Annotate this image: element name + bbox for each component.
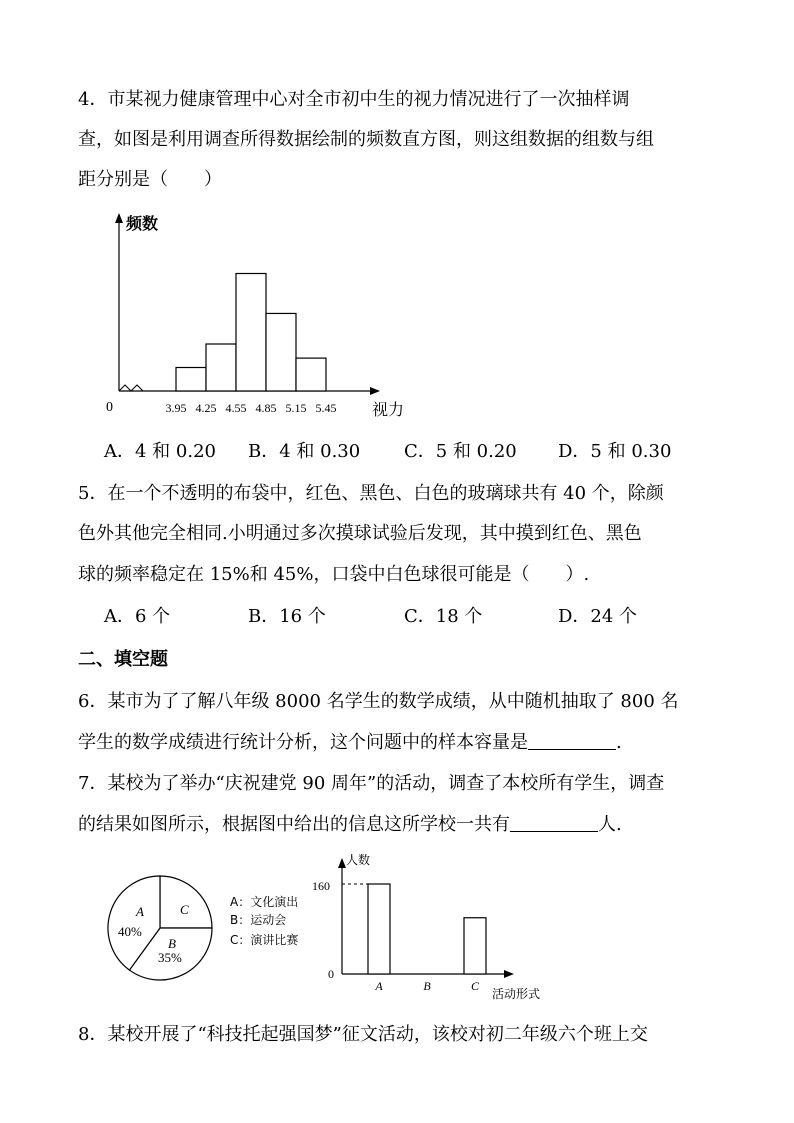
q5-line-1: 5．在一个不透明的布袋中，红色、黑色、白色的玻璃球共有 40 个，除颜 xyxy=(78,483,664,504)
histogram-x-label: 视力 xyxy=(372,400,405,419)
q6-answer-blank[interactable] xyxy=(528,731,616,750)
q7-answer-blank[interactable] xyxy=(510,813,598,832)
pie-percent-a: 40% xyxy=(118,924,142,939)
histogram-x-tick-label: 3.95 xyxy=(165,401,187,415)
q5-line-2: 色外其他完全相同.小明通过多次摸球试验后发现，其中摸到红色、黑色 xyxy=(78,523,642,544)
bar-a xyxy=(368,884,390,974)
histogram-bars xyxy=(176,274,326,392)
bar-chart-people xyxy=(314,852,554,1002)
q5-option-b[interactable]: B．16 个 xyxy=(248,606,326,627)
bar-categories xyxy=(374,979,480,993)
histogram-x-arrow xyxy=(370,387,380,395)
pie-legend-b: B：运动会 xyxy=(230,913,287,927)
bar-rects xyxy=(368,884,486,974)
histogram-y-label: 频数 xyxy=(126,214,159,233)
histogram-bar xyxy=(176,368,206,392)
pie-chart xyxy=(104,862,344,1002)
q6-line-1: 6．某市为了了解八年级 8000 名学生的数学成绩，从中随机抽取了 800 名 xyxy=(78,691,679,712)
q5-line-3: 球的频率稳定在 15%和 45%，口袋中白色球很可能是（ ）. xyxy=(78,564,590,585)
bar-category-label: B xyxy=(423,979,431,993)
q5-option-d[interactable]: D．24 个 xyxy=(558,606,638,627)
pie-label-a: A xyxy=(136,904,144,919)
q7-line-1: 7．某校为了举办“庆祝建党 90 周年”的活动，调查了本校所有学生，调查 xyxy=(78,773,665,794)
histogram-origin-label: 0 xyxy=(106,400,113,415)
bar-x-arrow xyxy=(504,970,514,978)
pie-percent-b: 35% xyxy=(158,950,182,965)
q5-option-a[interactable]: A．6 个 xyxy=(104,606,171,627)
histogram-chart xyxy=(100,205,420,420)
pie-legend-c: C：演讲比赛 xyxy=(230,933,299,947)
q4-option-a[interactable]: A．4 和 0.20 xyxy=(104,441,216,462)
histogram-x-tick-label: 4.25 xyxy=(195,401,217,415)
histogram-x-tick-label: 4.85 xyxy=(255,401,277,415)
q4-option-c[interactable]: C．5 和 0.20 xyxy=(404,441,517,462)
q8-line-1: 8．某校开展了“科技托起强国梦”征文活动，该校对初二年级六个班上交 xyxy=(78,1024,648,1045)
q7-line-2-text: 的结果如图所示，根据图中给出的信息这所学校一共有 xyxy=(78,814,510,835)
q4-line-3: 距分别是（ ） xyxy=(78,169,222,190)
bar-origin-label: 0 xyxy=(328,967,334,981)
bar-y-arrow xyxy=(338,858,346,868)
section-title-fill-blank: 二、填空题 xyxy=(78,649,168,670)
q6-line-2 xyxy=(78,731,622,755)
bar-x-label: 活动形式 xyxy=(492,987,541,1001)
histogram-x-tick-label: 4.55 xyxy=(225,401,247,415)
pie-legend-a: A：文化演出 xyxy=(230,895,299,909)
bar-c xyxy=(464,918,486,974)
q5-option-c[interactable]: C．18 个 xyxy=(404,606,483,627)
bar-y-label: 人数 xyxy=(346,853,371,867)
pie-label-c: C xyxy=(180,902,189,917)
bar-category-label: A xyxy=(375,979,383,993)
histogram-bar xyxy=(266,313,296,391)
histogram-x-tick-label: 5.15 xyxy=(285,401,307,415)
histogram-x-ticks xyxy=(166,401,337,415)
pie-label-b: B xyxy=(168,936,176,951)
q4-line-2: 查，如图是利用调查所得数据绘制的频数直方图，则这组数据的组数与组 xyxy=(78,129,654,150)
q4-option-d[interactable]: D．5 和 0.30 xyxy=(558,441,672,462)
histogram-y-arrow xyxy=(115,213,123,223)
histogram-x-tick-label: 5.45 xyxy=(315,401,337,415)
axis-break-zigzag xyxy=(119,385,143,391)
histogram-bar xyxy=(206,344,236,391)
q6-line-2-end: . xyxy=(616,732,622,753)
q4-option-b[interactable]: B．4 和 0.30 xyxy=(248,441,361,462)
bar-y-tick-160: 160 xyxy=(312,879,330,893)
histogram-bar xyxy=(296,358,326,391)
q7-line-2 xyxy=(78,813,622,837)
q7-line-2-end: 人. xyxy=(598,814,622,835)
bar-category-label: C xyxy=(470,979,480,993)
q6-line-2-text: 学生的数学成绩进行统计分析，这个问题中的样本容量是 xyxy=(78,732,528,753)
q4-line-1: 4．市某视力健康管理中心对全市初中生的视力情况进行了一次抽样调 xyxy=(78,89,630,110)
histogram-bar xyxy=(236,274,266,392)
